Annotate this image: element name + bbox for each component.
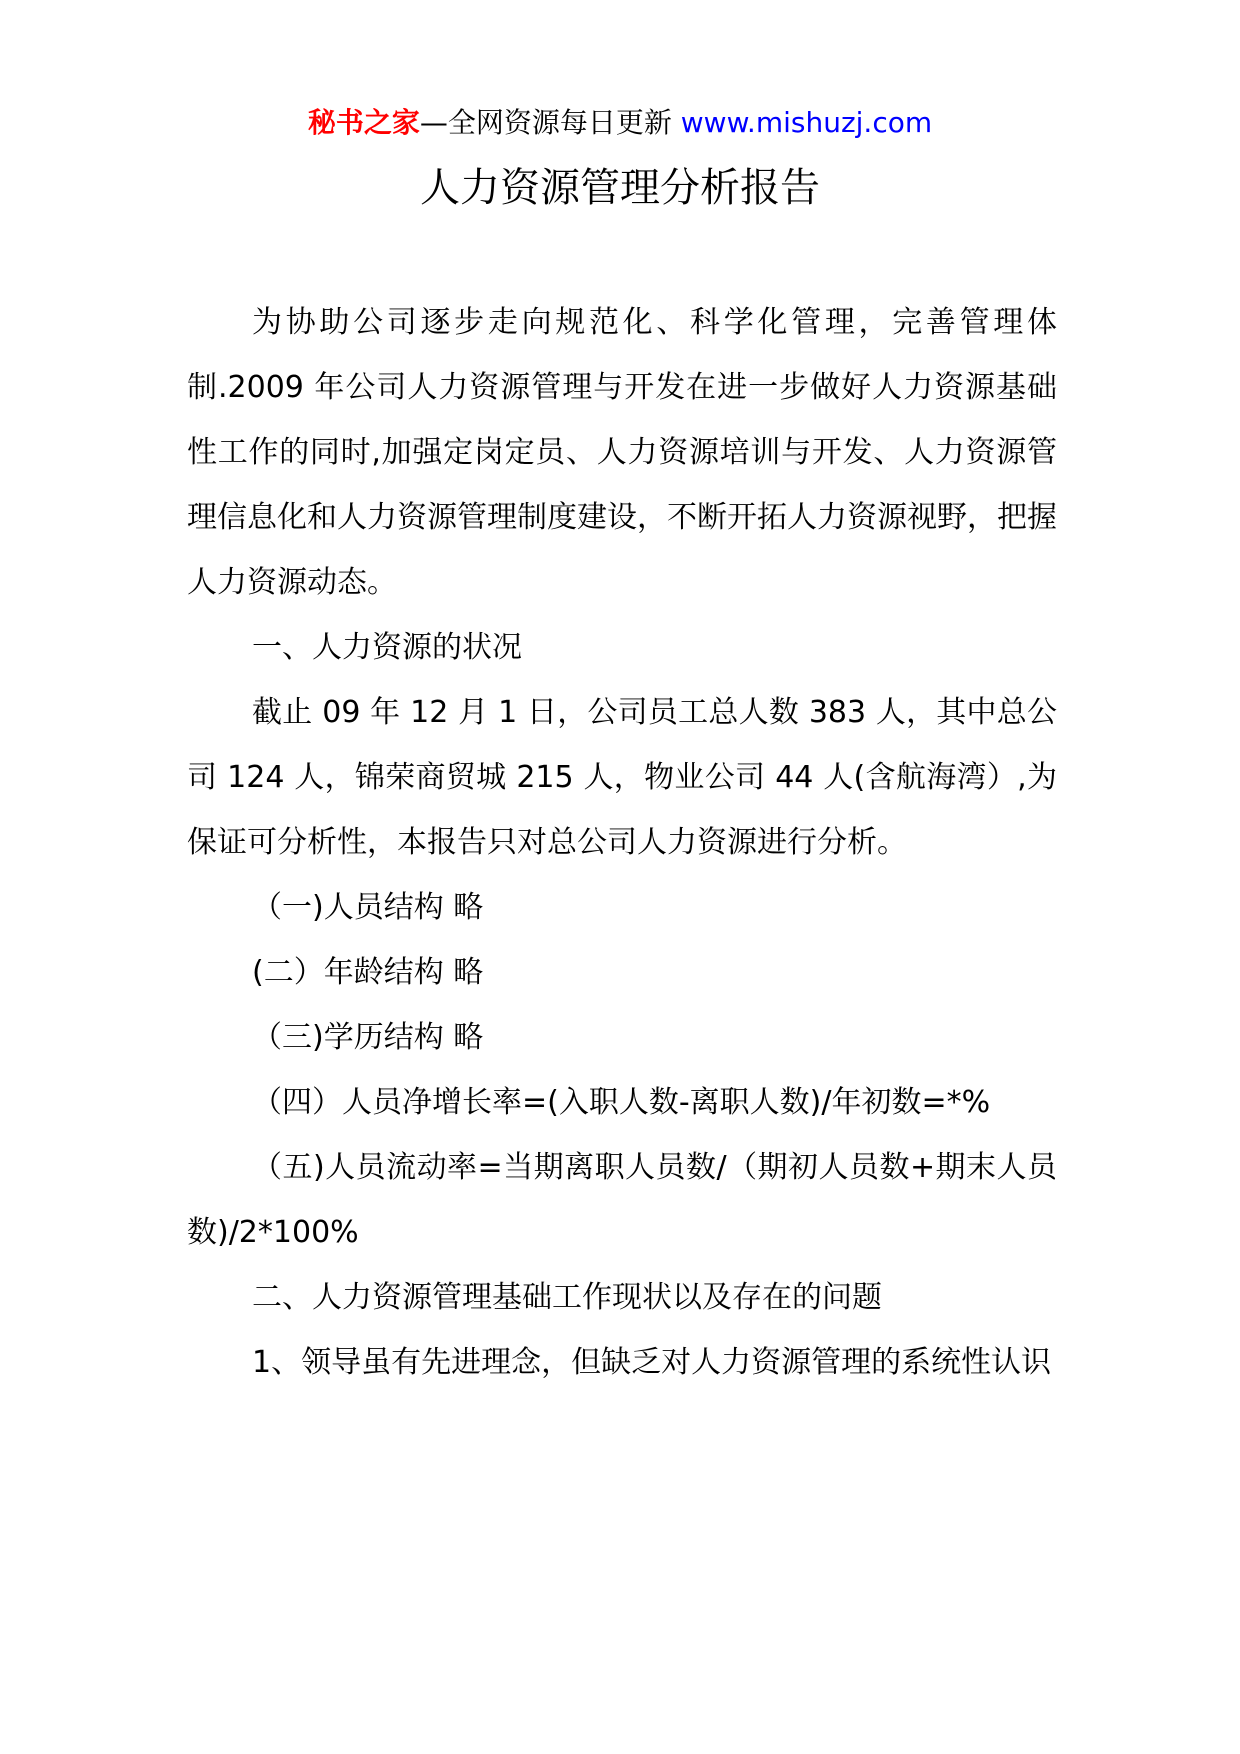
subsection-turnover-rate: （五)人员流动率=当期离职人员数/（期初人员数+期末人员数)/2*100% xyxy=(187,1150,1057,1250)
site-url[interactable]: www.mishuzj.com xyxy=(680,106,933,139)
document-body xyxy=(187,290,1057,1395)
site-brand: 秘书之家 xyxy=(307,106,420,139)
section-heading-1: 一、人力资源的状况 xyxy=(252,630,522,665)
subsection-education-structure: （三)学历结构 略 xyxy=(252,1020,484,1055)
section-heading-2: 二、人力资源管理基础工作现状以及存在的问题 xyxy=(252,1280,882,1315)
issue-item-1: 1、领导虽有先进理念，但缺乏对人力资源管理的系统性认识 xyxy=(252,1345,1052,1380)
site-tagline: —全网资源每日更新 xyxy=(419,106,681,139)
subsection-age-structure: (二）年龄结构 略 xyxy=(252,955,484,990)
subsection-personnel-structure: （一)人员结构 略 xyxy=(252,890,484,925)
status-paragraph: 截止 09 年 12 月 1 日，公司员工总人数 383 人，其中总公司 124 人，锦荣商贸城 215 人，物业公司 44 人(含航海湾）,为保证可分析性，本报告只对总公司人力资源进行分析。 xyxy=(187,695,1057,860)
site-header xyxy=(0,103,1240,143)
intro-paragraph: 为协助公司逐步走向规范化、科学化管理，完善管理体制.2009 年公司人力资源管理与开发在进一步做好人力资源基础性工作的同时,加强定岗定员、人力资源培训与开发、人力资源管理信息化和人力资源管理制度建设，不断开拓人力资源视野，把握人力资源动态。 xyxy=(187,305,1057,600)
subsection-net-growth-rate: （四）人员净增长率=(入职人数-离职人数)/年初数=*% xyxy=(252,1085,991,1120)
document-title: 人力资源管理分析报告 xyxy=(420,165,820,211)
